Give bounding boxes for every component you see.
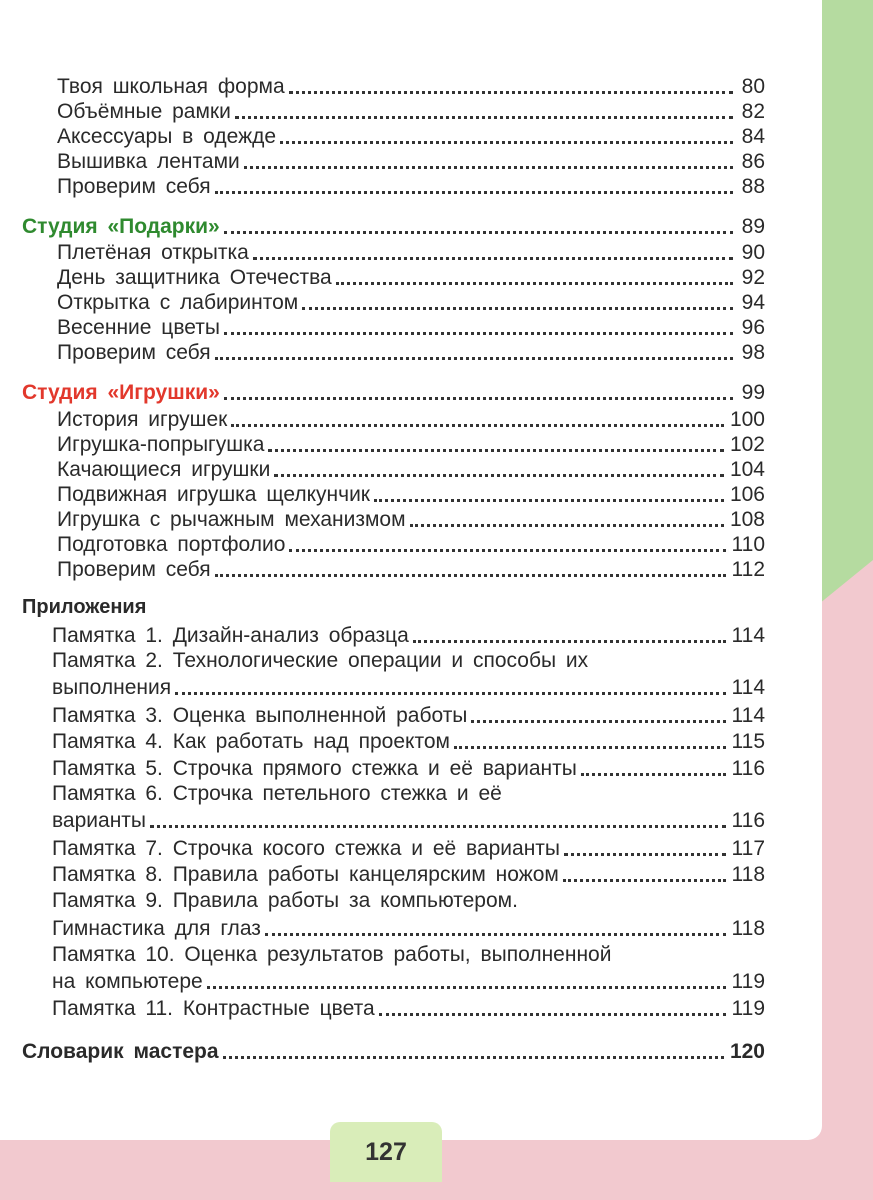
dot-leader xyxy=(302,307,733,310)
appendix-item-title: Памятка 7. Строчка косого стежка и её варианты xyxy=(52,837,561,860)
dot-leader xyxy=(379,1013,726,1016)
appendix-item-page: 116 xyxy=(731,757,765,780)
appendix-item-page: 118 xyxy=(731,917,765,940)
glossary-title: Словарик мастера xyxy=(22,1040,219,1063)
appendix-item[interactable] xyxy=(52,756,765,781)
toc-item-page: 80 xyxy=(741,75,765,98)
dot-leader xyxy=(244,166,733,169)
dot-leader xyxy=(224,397,733,400)
toc-item-title: Подвижная игрушка щелкунчик xyxy=(57,483,370,506)
toc-item-page: 98 xyxy=(741,341,765,364)
toc-item[interactable] xyxy=(57,482,765,507)
dot-leader xyxy=(289,549,725,552)
dot-leader xyxy=(215,191,733,194)
dot-leader xyxy=(215,574,726,577)
page-number-tab xyxy=(330,1122,442,1182)
toc-item[interactable] xyxy=(57,99,765,124)
toc-item-title: Качающиеся игрушки xyxy=(57,458,271,481)
dot-leader xyxy=(413,640,726,643)
toc-item[interactable] xyxy=(57,74,765,99)
toc-item[interactable] xyxy=(57,507,765,532)
toc-item[interactable] xyxy=(57,407,765,432)
dot-leader xyxy=(374,499,724,502)
toc-item-page: 92 xyxy=(741,266,765,289)
dot-leader xyxy=(207,986,726,989)
appendix-item-title: Памятка 5. Строчка прямого стежка и её варианты xyxy=(52,757,577,780)
toc-item[interactable] xyxy=(57,290,765,315)
toc-item[interactable] xyxy=(57,532,765,557)
toc-item[interactable] xyxy=(57,149,765,174)
appendix-item[interactable] xyxy=(52,996,765,1021)
toc-glossary[interactable] xyxy=(22,1039,765,1064)
toc-item[interactable] xyxy=(57,340,765,365)
toc-item-title: Игрушка-попрыгушка xyxy=(57,433,265,456)
appendix-item[interactable] xyxy=(52,623,765,648)
toc-item-title: Плетёная открытка xyxy=(57,241,249,264)
appendix-item[interactable] xyxy=(52,916,765,941)
toc-item[interactable] xyxy=(57,124,765,149)
appendix-item-first-line: Памятка 6. Строчка петельного стежка и её xyxy=(52,782,502,805)
toc-item-page: 102 xyxy=(729,433,765,456)
toc-item-page: 88 xyxy=(741,175,765,198)
appendix-item-page: 119 xyxy=(731,970,765,993)
dot-leader xyxy=(471,720,725,723)
dot-leader xyxy=(223,1056,724,1059)
appendix-item-first-line: Памятка 10. Оценка результатов работы, выполненной xyxy=(52,943,612,966)
toc-item-page: 106 xyxy=(729,483,765,506)
section-heading-title: Студия «Игрушки» xyxy=(22,381,220,404)
appendix-item-title: на компьютере xyxy=(52,970,203,993)
toc-item-title: Проверим себя xyxy=(57,341,211,364)
dot-leader xyxy=(268,449,724,452)
appendix-item[interactable] xyxy=(52,703,765,728)
section-heading-page: 89 xyxy=(741,215,765,238)
toc-item[interactable] xyxy=(57,557,765,582)
appendix-heading: Приложения xyxy=(22,596,147,618)
appendix-item[interactable] xyxy=(52,808,765,833)
toc-item-title: Аксессуары в одежде xyxy=(57,125,277,148)
section-heading-title: Студия «Подарки» xyxy=(22,215,220,238)
dot-leader xyxy=(150,825,726,828)
dot-leader xyxy=(336,282,733,285)
appendix-item-title: Памятка 8. Правила работы канцелярским ножом xyxy=(52,863,559,886)
appendix-item-title: Гимнастика для глаз xyxy=(52,917,261,940)
dot-leader xyxy=(235,116,733,119)
toc-item-page: 90 xyxy=(741,241,765,264)
appendix-item-title: варианты xyxy=(52,809,146,832)
toc-item-title: Проверим себя xyxy=(57,558,211,581)
appendix-item-page: 114 xyxy=(731,704,765,727)
dot-leader xyxy=(410,524,724,527)
appendix-item[interactable] xyxy=(52,675,765,700)
appendix-item-page: 118 xyxy=(731,863,765,886)
appendix-item[interactable] xyxy=(52,836,765,861)
appendix-item-title: Памятка 3. Оценка выполненной работы xyxy=(52,704,468,727)
toc-item-page: 108 xyxy=(729,508,765,531)
appendix-item[interactable] xyxy=(52,969,765,994)
toc-item-title: Игрушка с рычажным механизмом xyxy=(57,508,406,531)
appendix-item-title: Памятка 4. Как работать над проектом xyxy=(52,730,450,753)
toc-item-page: 110 xyxy=(731,533,765,556)
toc-item-title: Твоя школьная форма xyxy=(57,75,285,98)
toc-item[interactable] xyxy=(57,265,765,290)
dot-leader xyxy=(231,424,724,427)
appendix-item-title: Памятка 1. Дизайн-анализ образца xyxy=(52,624,409,647)
toc-item[interactable] xyxy=(57,174,765,199)
dot-leader xyxy=(564,853,725,856)
toc-section-heading-toys[interactable] xyxy=(22,380,765,405)
dot-leader xyxy=(224,332,733,335)
toc-item-page: 82 xyxy=(741,100,765,123)
toc-item-title: Вышивка лентами xyxy=(57,150,240,173)
appendix-item-page: 114 xyxy=(731,624,765,647)
appendix-item[interactable] xyxy=(52,862,765,887)
toc-item[interactable] xyxy=(57,315,765,340)
dot-leader xyxy=(274,474,724,477)
toc-item-title: Весенние цветы xyxy=(57,316,220,339)
dot-leader xyxy=(563,879,726,882)
toc-item-page: 86 xyxy=(741,150,765,173)
appendix-item-title: Памятка 11. Контрастные цвета xyxy=(52,997,375,1020)
toc-item-title: Открытка с лабиринтом xyxy=(57,291,299,314)
toc-item[interactable] xyxy=(57,432,765,457)
toc-item[interactable] xyxy=(57,457,765,482)
dot-leader xyxy=(289,91,733,94)
toc-item-title: Объёмные рамки xyxy=(57,100,231,123)
appendix-item-page: 114 xyxy=(731,676,765,699)
toc-item-title: Подготовка портфолио xyxy=(57,533,286,556)
appendix-item-page: 116 xyxy=(731,809,765,832)
page-number: 127 xyxy=(365,1137,407,1166)
toc-item-page: 96 xyxy=(741,316,765,339)
appendix-item-first-line: Памятка 9. Правила работы за компьютером. xyxy=(52,889,518,912)
toc-item-page: 112 xyxy=(731,558,765,581)
toc-item[interactable] xyxy=(57,240,765,265)
dot-leader xyxy=(454,746,726,749)
dot-leader xyxy=(224,231,733,234)
toc-item-title: Проверим себя xyxy=(57,175,211,198)
toc-item-page: 100 xyxy=(729,408,765,431)
dot-leader xyxy=(280,141,733,144)
toc-section-heading-gifts[interactable] xyxy=(22,214,765,239)
appendix-item-page: 115 xyxy=(731,730,765,753)
toc-item-title: История игрушек xyxy=(57,408,228,431)
appendix-item-first-line: Памятка 2. Технологические операции и способы их xyxy=(52,649,589,672)
dot-leader xyxy=(581,773,726,776)
toc-item-page: 94 xyxy=(741,291,765,314)
dot-leader xyxy=(215,357,733,360)
dot-leader xyxy=(253,257,733,260)
toc-item-page: 84 xyxy=(741,125,765,148)
appendix-item-page: 119 xyxy=(731,997,765,1020)
glossary-page: 120 xyxy=(729,1040,765,1063)
dot-leader xyxy=(265,933,726,936)
appendix-item-page: 117 xyxy=(731,837,765,860)
appendix-item-title: выполнения xyxy=(52,676,172,699)
dot-leader xyxy=(175,692,725,695)
toc-item-page: 104 xyxy=(729,458,765,481)
toc-item-title: День защитника Отечества xyxy=(57,266,332,289)
section-heading-page: 99 xyxy=(741,381,765,404)
appendix-item[interactable] xyxy=(52,729,765,754)
